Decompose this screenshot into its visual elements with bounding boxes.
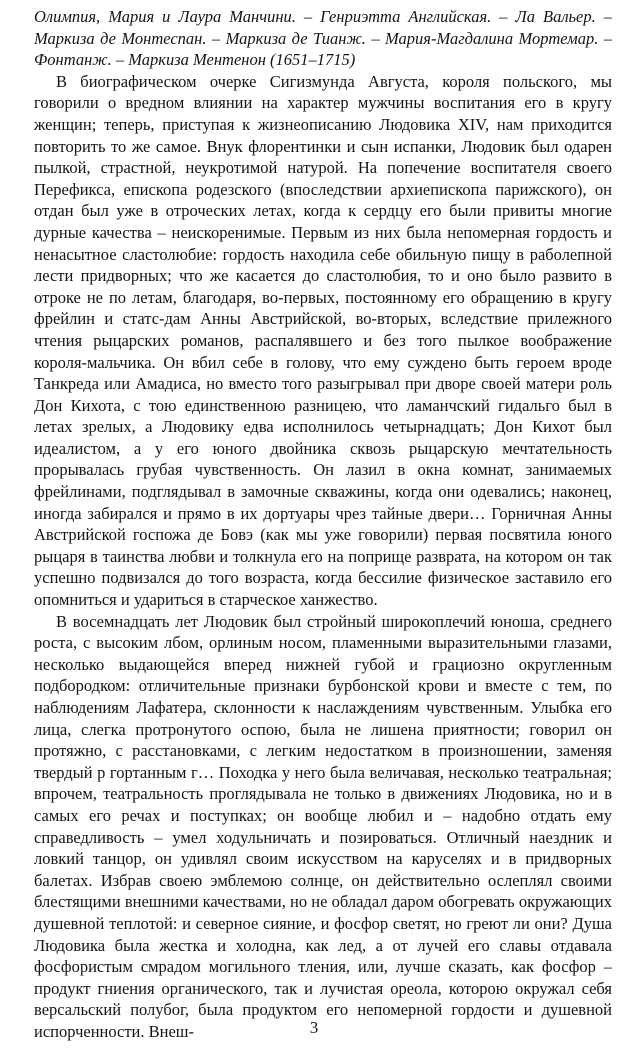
page-body bbox=[34, 6, 612, 1043]
page-number: 3 bbox=[309, 1018, 319, 1037]
paragraph-2: В восемнадцать лет Людовик был стройный широкоплечий юноша, среднего роста, с высоким лбом, орлиным носом, пламенными выразительными глазами, несколько выдающейся вперед нижней губой и грациозно округленным подбородком: отличительные признаки бурбонской крови и вместе с тем, по наблюдениям Лафатера, склонности к наслаждениям чувственным. Улыбка его лица, слегка протронутого оспою, была не лишена приятности; говорил он протяжно, с расстановками, с легким недостатком в произношении, заменяя твердый р гортанным г… Походка у него была величавая, несколько театральная; впрочем, театральность проглядывала не только в движениях Людовика, но и в самых его речах и поступках; он вообще любил и – надобно отдать ему справедливость – умел ходульничать и позироваться. Отличный наездник и ловкий танцор, он удивлял своим искусством на каруселях и в придворных балетах. Избрав своею эмблемою солнце, он действительно ослеплял своими блестящими внешними качествами, но не обладал даром обогревать окружающих душевной теплотой: и северное сияние, и фосфор светят, но греют ли они? Душа Людовика была жестка и холодна, как лед, а от лучей его славы отдавала фосфористым смрадом могильного тления, или, лучше сказать, как фосфор – продукт гниения органического, так и лучистая ореола, которою окружал себя версальский полубог, была продуктом его непомерной гордости и душевной испорченности. Внеш- bbox=[34, 611, 612, 1041]
paragraph-1: В биографическом очерке Сигизмунда Августа, короля польского, мы говорили о вредном влиянии на характер мужчины воспитания его в кругу женщин; теперь, приступая к жизнеописанию Людовика XIV, нам приходится повторить то же самое. Внук флорентинки и сын испанки, Людовик был одарен пылкой, страстной, неукротимой натурой. На попечение воспитателя своего Перефикса, епископа родезского (впоследствии архиепископа парижского), он отдан был уже в отроческих летах, когда к сердцу его были привиты многие дурные качества – неискоренимые. Первым из них была непомерная гордость и ненасытное сластолюбие: гордость находила себе обильную пищу в раболепной лести придворных; что же касается до сластолюбия, то и оно было развито в отроке не по летам, благодаря, во-первых, постоянному его обращению в кругу фрейлин и статс-дам Анны Австрийской, во-вторых, вследствие прилежного чтения рыцарских романов, распалявшего и без того пылкое воображение короля-мальчика. Он вбил себе в голову, что ему суждено быть героем вроде Танкреда или Амадиса, но вместо того разыгрывал при дворе своей матери роль Дон Кихота, с тою единственною разницею, что ламанчский гидальго был в летах зрелых, а Людовику едва исполнилось четырнадцать; Дон Кихот был идеалистом, а у его юного двойника сквозь рыцарскую мечтательность прорывалась грубая чувственность. Он лазил в окна комнат, занимаемых фрейлинами, подглядывал в замочные скважины, когда они одевались; наконец, иногда забирался и прямо в их дортуары чрез тайные двери… Горничная Анны Австрийской госпожа де Бовэ (как мы уже говорили) первая посвятила юного рыцаря в таинства любви и толкнула его на поприще разврата, на котором он так успешно подвизался до того возраста, когда бессилие физическое заставило его опомниться и удариться в старческое ханжество. bbox=[34, 71, 612, 610]
chapter-lead-summary: Олимпия, Мария и Лаура Манчини. – Генриэтта Английская. – Ла Вальер. – Маркиза де Монтеспан. – Маркиза де Тианж. – Мария-Магдалина Мортемар. – Фонтанж. – Маркиза Ментенон (1651–1715) bbox=[34, 7, 612, 70]
